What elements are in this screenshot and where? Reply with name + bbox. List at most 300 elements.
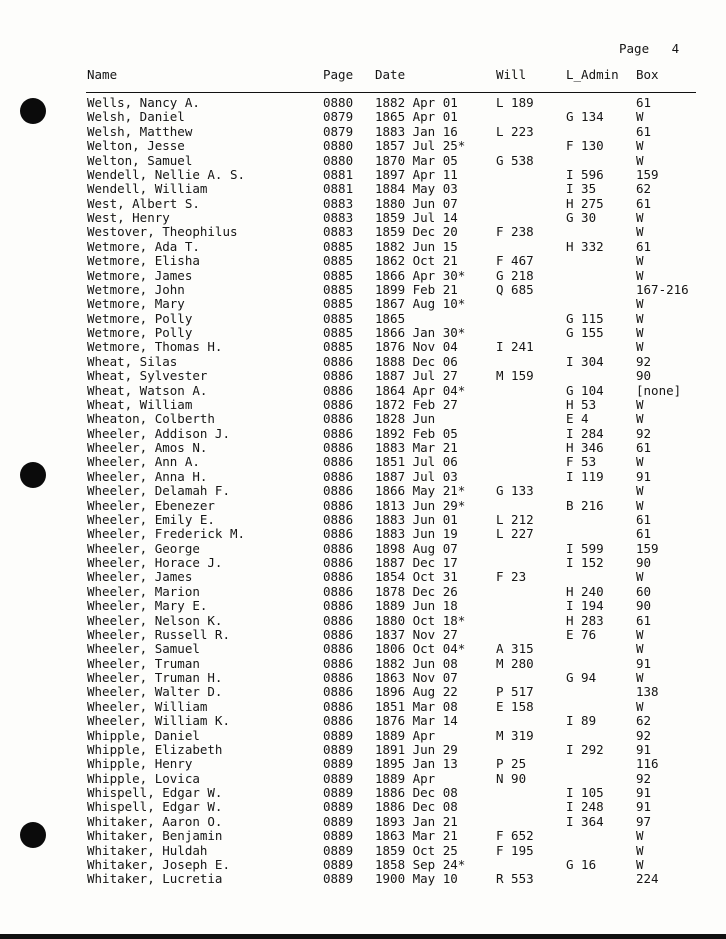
cell-date: 1886 Dec 08 (375, 799, 458, 815)
cell-box: 61 (636, 612, 652, 628)
cell-admin: I 284 (566, 425, 604, 441)
cell-box: W (636, 310, 644, 326)
record-row (0, 671, 726, 685)
cell-name: Wheeler, Nelson K. (87, 612, 223, 628)
cell-name: Whitaker, Benjamin (87, 828, 223, 844)
cell-page: 0886 (323, 612, 354, 628)
page-bottom-edge (0, 934, 726, 939)
cell-date: 1887 Jul 27 (375, 368, 458, 384)
cell-admin: H 283 (566, 612, 604, 628)
cell-name: Wheat, William (87, 396, 193, 412)
cell-name: Wheeler, Frederick M. (87, 526, 246, 542)
cell-admin: H 240 (566, 583, 604, 599)
record-row (0, 283, 726, 297)
cell-admin: I 194 (566, 598, 604, 614)
cell-box: W (636, 454, 644, 470)
record-row (0, 297, 726, 311)
cell-date: 1883 Jun 01 (375, 511, 458, 527)
cell-name: Wheeler, Anna H. (87, 468, 208, 484)
record-row (0, 225, 726, 239)
record-row (0, 614, 726, 628)
record-row (0, 168, 726, 182)
cell-date: 1882 Jun 15 (375, 238, 458, 254)
record-row (0, 829, 726, 843)
cell-box: 61 (636, 526, 652, 542)
cell-page: 0886 (323, 396, 354, 412)
cell-name: Wheeler, Samuel (87, 641, 200, 657)
cell-box: W (636, 296, 644, 312)
cell-date: 1870 Mar 05 (375, 152, 458, 168)
cell-date: 1900 May 10 (375, 871, 458, 887)
cell-box: 91 (636, 655, 652, 671)
record-row (0, 211, 726, 225)
cell-date: 1887 Dec 17 (375, 555, 458, 570)
cell-name: Wheat, Silas (87, 353, 178, 369)
cell-name: Whitaker, Aaron O. (87, 813, 223, 829)
cell-box: W (636, 842, 644, 858)
record-row (0, 872, 726, 886)
cell-page: 0886 (323, 626, 354, 642)
record-row (0, 513, 726, 527)
cell-admin: I 89 (566, 713, 597, 729)
cell-name: Wheeler, Truman (87, 655, 200, 671)
cell-page: 0886 (323, 526, 354, 542)
cell-date: 1898 Aug 07 (375, 540, 458, 556)
cell-admin: I 248 (566, 799, 604, 815)
record-row (0, 628, 726, 642)
record-row (0, 484, 726, 498)
cell-name: Wheeler, Emily E. (87, 511, 215, 527)
column-header (0, 67, 726, 83)
record-row (0, 384, 726, 398)
cell-admin: F 130 (566, 138, 604, 154)
record-row (0, 412, 726, 426)
cell-page: 0889 (323, 813, 354, 829)
cell-date: 1892 Feb 05 (375, 425, 458, 441)
cell-box: W (636, 325, 644, 340)
cell-name: Wheeler, George (87, 540, 200, 556)
record-row (0, 326, 726, 340)
cell-admin: E 76 (566, 626, 597, 642)
cell-page: 0889 (323, 785, 354, 800)
cell-date: 1851 Mar 08 (375, 698, 458, 714)
cell-admin: G 155 (566, 325, 604, 340)
cell-date: 1828 Jun (375, 411, 436, 427)
record-row (0, 757, 726, 771)
cell-admin: I 596 (566, 166, 604, 182)
record-row (0, 182, 726, 196)
cell-page: 0889 (323, 756, 354, 772)
cell-admin: G 94 (566, 670, 597, 685)
cell-name: Wetmore, Mary (87, 296, 185, 312)
cell-page: 0879 (323, 109, 354, 125)
record-row (0, 254, 726, 268)
cell-will: M 319 (496, 727, 534, 743)
cell-name: Wells, Nancy A. (87, 95, 200, 110)
cell-admin: G 30 (566, 210, 597, 225)
cell-name: Wheeler, Walter D. (87, 684, 223, 700)
cell-admin: H 346 (566, 440, 604, 455)
cell-date: 1891 Jun 29 (375, 741, 458, 757)
cell-admin: I 599 (566, 540, 604, 556)
record-row (0, 800, 726, 814)
cell-will: M 159 (496, 368, 534, 384)
cell-will: L 212 (496, 511, 534, 527)
cell-will: L 189 (496, 95, 534, 110)
cell-page: 0889 (323, 842, 354, 858)
record-row (0, 556, 726, 570)
cell-box: 159 (636, 166, 659, 182)
cell-admin: I 119 (566, 468, 604, 484)
cell-name: Wetmore, Polly (87, 325, 193, 340)
cell-will: F 652 (496, 828, 534, 844)
cell-date: 1893 Jan 21 (375, 813, 458, 829)
cell-page: 0886 (323, 440, 354, 455)
cell-name: West, Albert S. (87, 195, 200, 211)
cell-box: 91 (636, 468, 652, 484)
cell-page: 0881 (323, 181, 354, 197)
cell-box: 61 (636, 123, 652, 139)
cell-box: 97 (636, 813, 652, 829)
record-row (0, 844, 726, 858)
cell-page: 0886 (323, 713, 354, 729)
cell-name: Wheeler, Horace J. (87, 555, 223, 570)
cell-page: 0886 (323, 382, 354, 398)
cell-box: 90 (636, 598, 652, 614)
record-row (0, 355, 726, 369)
cell-box: W (636, 828, 644, 844)
cell-page: 0889 (323, 871, 354, 887)
cell-admin: G 134 (566, 109, 604, 125)
cell-name: Welsh, Daniel (87, 109, 185, 125)
cell-admin: H 53 (566, 396, 597, 412)
record-row (0, 427, 726, 441)
cell-name: West, Henry (87, 210, 170, 225)
cell-page: 0886 (323, 555, 354, 570)
cell-page: 0886 (323, 569, 354, 585)
cell-box: 167-216 (636, 281, 689, 297)
cell-date: 1854 Oct 31 (375, 569, 458, 585)
cell-date: 1866 May 21* (375, 483, 466, 499)
cell-name: Whipple, Elizabeth (87, 741, 223, 757)
cell-box: W (636, 152, 644, 168)
record-row (0, 657, 726, 671)
record-row (0, 599, 726, 613)
record-row (0, 398, 726, 412)
cell-date: 1859 Oct 25 (375, 842, 458, 858)
cell-box: 90 (636, 555, 652, 570)
cell-name: Wheeler, Ebenezer (87, 497, 215, 513)
record-row (0, 96, 726, 110)
cell-page: 0879 (323, 123, 354, 139)
cell-name: Whispell, Edgar W. (87, 785, 223, 800)
cell-date: 1867 Aug 10* (375, 296, 466, 312)
cell-page: 0880 (323, 138, 354, 154)
header-date: Date (375, 67, 406, 82)
cell-page: 0883 (323, 210, 354, 225)
cell-page: 0885 (323, 339, 354, 355)
cell-name: Welton, Samuel (87, 152, 193, 168)
cell-date: 1878 Dec 26 (375, 583, 458, 599)
record-row (0, 240, 726, 254)
cell-name: Wheat, Watson A. (87, 382, 208, 398)
cell-page: 0885 (323, 281, 354, 297)
cell-date: 1883 Jan 16 (375, 123, 458, 139)
cell-page: 0889 (323, 828, 354, 844)
record-row (0, 700, 726, 714)
cell-name: Wheeler, William (87, 698, 208, 714)
cell-date: 1876 Nov 04 (375, 339, 458, 355)
cell-date: 1899 Feb 21 (375, 281, 458, 297)
cell-name: Westover, Theophilus (87, 224, 238, 240)
cell-date: 1876 Mar 14 (375, 713, 458, 729)
cell-name: Wetmore, Thomas H. (87, 339, 223, 355)
cell-name: Wheat, Sylvester (87, 368, 208, 384)
cell-box: 92 (636, 353, 652, 369)
cell-page: 0886 (323, 684, 354, 700)
cell-name: Wheeler, Truman H. (87, 670, 223, 685)
cell-name: Wheeler, James (87, 569, 193, 585)
cell-box: W (636, 224, 644, 240)
cell-name: Wetmore, Ada T. (87, 238, 200, 254)
cell-box: W (636, 698, 644, 714)
cell-box: 61 (636, 238, 652, 254)
cell-box: W (636, 396, 644, 412)
record-row (0, 455, 726, 469)
cell-box: 116 (636, 756, 659, 772)
cell-page: 0886 (323, 641, 354, 657)
cell-box: 62 (636, 181, 652, 197)
record-row (0, 154, 726, 168)
cell-date: 1895 Jan 13 (375, 756, 458, 772)
cell-will: P 25 (496, 756, 527, 772)
cell-will: N 90 (496, 770, 527, 786)
cell-date: 1866 Jan 30* (375, 325, 466, 340)
record-row (0, 570, 726, 584)
cell-will: G 133 (496, 483, 534, 499)
cell-name: Whipple, Daniel (87, 727, 200, 743)
cell-date: 1889 Apr (375, 727, 436, 743)
cell-date: 1858 Sep 24* (375, 856, 466, 872)
header-box: Box (636, 67, 659, 82)
cell-date: 1862 Oct 21 (375, 253, 458, 269)
cell-admin: I 152 (566, 555, 604, 570)
cell-admin: I 35 (566, 181, 597, 197)
cell-page: 0880 (323, 95, 354, 110)
cell-date: 1886 Dec 08 (375, 785, 458, 800)
cell-name: Whipple, Henry (87, 756, 193, 772)
cell-date: 1865 Apr 01 (375, 109, 458, 125)
record-row (0, 772, 726, 786)
cell-date: 1859 Jul 14 (375, 210, 458, 225)
cell-box: 92 (636, 425, 652, 441)
cell-date: 1851 Jul 06 (375, 454, 458, 470)
cell-name: Whitaker, Joseph E. (87, 856, 230, 872)
header-name: Name (87, 67, 118, 82)
cell-page: 0886 (323, 583, 354, 599)
cell-date: 1897 Apr 11 (375, 166, 458, 182)
cell-box: W (636, 210, 644, 225)
cell-date: 1864 Apr 04* (375, 382, 466, 398)
cell-will: A 315 (496, 641, 534, 657)
cell-box: 91 (636, 799, 652, 815)
cell-date: 1880 Jun 07 (375, 195, 458, 211)
cell-box: 90 (636, 368, 652, 384)
cell-page: 0886 (323, 655, 354, 671)
cell-page: 0885 (323, 310, 354, 326)
cell-name: Whitaker, Huldah (87, 842, 208, 858)
cell-name: Wendell, William (87, 181, 208, 197)
cell-name: Wetmore, Elisha (87, 253, 200, 269)
cell-page: 0886 (323, 411, 354, 427)
cell-page: 0880 (323, 152, 354, 168)
record-row (0, 858, 726, 872)
cell-will: F 467 (496, 253, 534, 269)
cell-page: 0886 (323, 483, 354, 499)
cell-name: Welsh, Matthew (87, 123, 193, 139)
cell-box: W (636, 670, 644, 685)
record-list (0, 96, 726, 887)
cell-name: Whispell, Edgar W. (87, 799, 223, 815)
record-row (0, 369, 726, 383)
cell-page: 0886 (323, 454, 354, 470)
cell-box: W (636, 856, 644, 872)
record-row (0, 585, 726, 599)
cell-date: 1883 Jun 19 (375, 526, 458, 542)
record-row (0, 685, 726, 699)
cell-box: 60 (636, 583, 652, 599)
cell-page: 0886 (323, 368, 354, 384)
cell-page: 0886 (323, 511, 354, 527)
cell-page: 0886 (323, 670, 354, 685)
page-number: Page 4 (619, 41, 680, 56)
cell-page: 0885 (323, 296, 354, 312)
cell-date: 1837 Nov 27 (375, 626, 458, 642)
cell-admin: I 304 (566, 353, 604, 369)
cell-date: 1896 Aug 22 (375, 684, 458, 700)
cell-admin: E 4 (566, 411, 589, 427)
cell-will: I 241 (496, 339, 534, 355)
cell-admin: I 364 (566, 813, 604, 829)
cell-will: F 195 (496, 842, 534, 858)
cell-box: W (636, 339, 644, 355)
cell-page: 0883 (323, 224, 354, 240)
cell-admin: G 16 (566, 856, 597, 872)
cell-name: Wheeler, Ann A. (87, 454, 200, 470)
cell-will: P 517 (496, 684, 534, 700)
cell-page: 0885 (323, 267, 354, 283)
cell-will: E 158 (496, 698, 534, 714)
record-row (0, 139, 726, 153)
cell-box: [none] (636, 382, 682, 398)
cell-page: 0886 (323, 540, 354, 556)
cell-date: 1806 Oct 04* (375, 641, 466, 657)
cell-date: 1857 Jul 25* (375, 138, 466, 154)
cell-name: Whipple, Lovica (87, 770, 200, 786)
cell-will: L 223 (496, 123, 534, 139)
cell-admin: H 332 (566, 238, 604, 254)
cell-date: 1865 (375, 310, 406, 326)
cell-date: 1859 Dec 20 (375, 224, 458, 240)
cell-name: Welton, Jesse (87, 138, 185, 154)
record-row (0, 197, 726, 211)
cell-box: W (636, 626, 644, 642)
cell-page: 0889 (323, 741, 354, 757)
cell-page: 0886 (323, 497, 354, 513)
cell-page: 0886 (323, 353, 354, 369)
cell-box: W (636, 253, 644, 269)
cell-admin: I 105 (566, 785, 604, 800)
record-row (0, 786, 726, 800)
cell-admin: G 104 (566, 382, 604, 398)
cell-page: 0881 (323, 166, 354, 182)
record-row (0, 312, 726, 326)
record-row (0, 499, 726, 513)
cell-date: 1880 Oct 18* (375, 612, 466, 628)
header-rule (86, 92, 696, 93)
cell-box: 61 (636, 440, 652, 455)
cell-will: G 538 (496, 152, 534, 168)
cell-box: 159 (636, 540, 659, 556)
record-row (0, 743, 726, 757)
cell-date: 1882 Apr 01 (375, 95, 458, 110)
record-row (0, 527, 726, 541)
cell-admin: G 115 (566, 310, 604, 326)
cell-box: 61 (636, 95, 652, 110)
cell-page: 0886 (323, 698, 354, 714)
header-will: Will (496, 67, 527, 82)
cell-box: 92 (636, 727, 652, 743)
cell-box: W (636, 641, 644, 657)
record-row (0, 470, 726, 484)
cell-box: 91 (636, 741, 652, 757)
cell-box: W (636, 483, 644, 499)
cell-date: 1863 Mar 21 (375, 828, 458, 844)
cell-page: 0885 (323, 238, 354, 254)
cell-will: F 23 (496, 569, 527, 585)
record-row (0, 729, 726, 743)
cell-date: 1887 Jul 03 (375, 468, 458, 484)
cell-date: 1813 Jun 29* (375, 497, 466, 513)
record-row (0, 110, 726, 124)
cell-name: Wheeler, Amos N. (87, 440, 208, 455)
cell-page: 0889 (323, 856, 354, 872)
cell-name: Wheeler, Addison J. (87, 425, 230, 441)
cell-name: Wetmore, Polly (87, 310, 193, 326)
cell-name: Whitaker, Lucretia (87, 871, 223, 887)
cell-box: 92 (636, 770, 652, 786)
record-row (0, 542, 726, 556)
cell-box: 61 (636, 195, 652, 211)
record-row (0, 125, 726, 139)
cell-page: 0886 (323, 425, 354, 441)
cell-page: 0889 (323, 727, 354, 743)
cell-box: W (636, 569, 644, 585)
cell-will: Q 685 (496, 281, 534, 297)
cell-name: Wheeler, Delamah F. (87, 483, 230, 499)
cell-box: 224 (636, 871, 659, 887)
cell-will: G 218 (496, 267, 534, 283)
cell-date: 1884 May 03 (375, 181, 458, 197)
cell-admin: I 292 (566, 741, 604, 757)
cell-date: 1863 Nov 07 (375, 670, 458, 685)
cell-name: Wheeler, Marion (87, 583, 200, 599)
cell-admin: F 53 (566, 454, 597, 470)
record-row (0, 642, 726, 656)
cell-box: 61 (636, 511, 652, 527)
cell-box: W (636, 411, 644, 427)
record-row (0, 269, 726, 283)
